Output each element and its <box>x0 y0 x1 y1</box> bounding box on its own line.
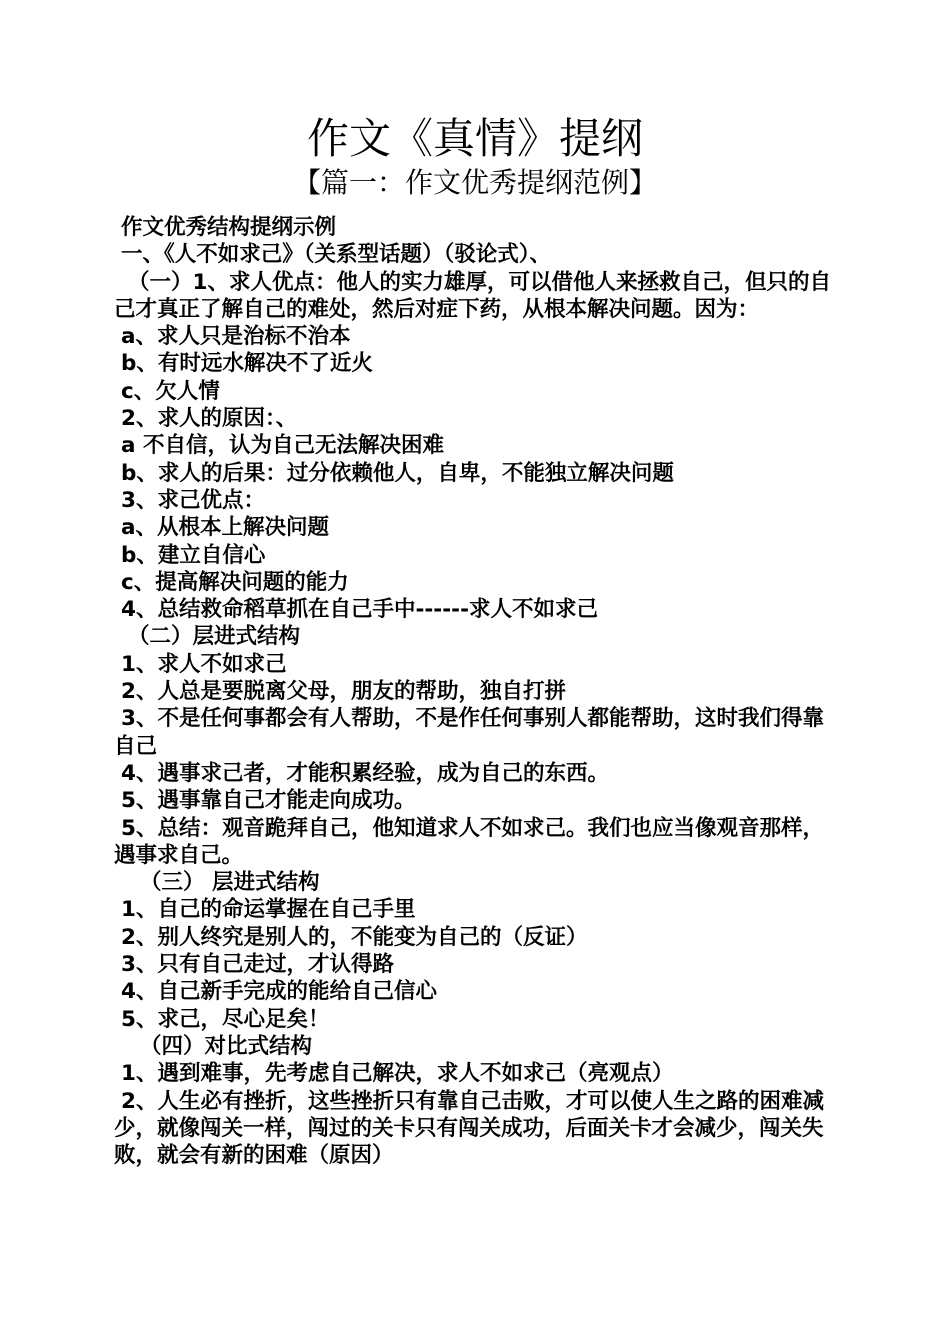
list-item: 5、遇事靠自己才能走向成功。 <box>121 788 416 814</box>
section-heading: 作文优秀结构提纲示例 <box>121 215 337 240</box>
document-body <box>114 214 836 1169</box>
list-item: 5、求己，尽心足矣！ <box>121 1006 330 1032</box>
list-item: 4、自己新手完成的能给自己信心 <box>121 979 437 1005</box>
subsection-heading: （三） 层进式结构 <box>140 870 320 896</box>
list-item: 1、求人不如求己 <box>121 651 287 677</box>
list-item: 3、不是任何事都会有人帮助，不是作任何事别人都能帮助，这时我们得靠自己 <box>114 706 824 759</box>
list-item: b、求人的后果：过分依赖他人，自卑，不能独立解决问题 <box>121 460 674 486</box>
list-item: c、提高解决问题的能力 <box>121 569 349 595</box>
list-item: 4、遇事求己者，才能积累经验，成为自己的东西。 <box>121 760 609 786</box>
paragraph: （一）1、求人优点：他人的实力雄厚，可以借他人来拯救自己，但只的自己才真正了解自己的难处，然后对症下药，从根本解决问题。因为： <box>114 269 831 322</box>
subsection-heading: （二）层进式结构 <box>128 624 301 650</box>
topic-heading: 一、《人不如求己》（关系型话题）（驳论式）、 <box>121 242 552 268</box>
list-item: b、有时远水解决不了近火 <box>121 351 373 377</box>
document-subtitle: 【篇一：作文优秀提纲范例】 <box>292 166 657 199</box>
list-item: a 不自信，认为自己无法解决困难 <box>121 433 444 459</box>
list-item: a、从根本上解决问题 <box>121 515 330 541</box>
list-item: b、建立自信心 <box>121 542 266 568</box>
list-item: 4、总结救命稻草抓在自己手中------求人不如求己 <box>121 597 599 623</box>
document-title: 作文《真情》提纲 <box>306 114 643 163</box>
list-item: 1、遇到难事，先考虑自己解决，求人不如求己（亮观点） <box>121 1061 674 1087</box>
list-item: 1、自己的命运掌握在自己手里 <box>121 897 416 923</box>
list-item: a、求人只是治标不治本 <box>121 324 351 350</box>
list-item: 2、别人终究是别人的，不能变为自己的（反证） <box>121 924 588 950</box>
subsection-heading: （四）对比式结构 <box>140 1033 313 1059</box>
list-item: 5、总结：观音跪拜自己，他知道求人不如求己。我们也应当像观音那样，遇事求自己。 <box>114 815 824 868</box>
list-item: 2、人生必有挫折，这些挫折只有靠自己击败，才可以使人生之路的困难减少，就像闯关一样，闯过的关卡只有闯关成功，后面关卡才会减少，闯关失败，就会有新的困难（原因） <box>114 1088 824 1169</box>
list-item: 2、人总是要脱离父母，朋友的帮助，独自打拼 <box>121 679 566 705</box>
list-item: 2、求人的原因：、 <box>121 406 298 432</box>
list-item: 3、求己优点： <box>121 487 265 513</box>
list-item: 3、只有自己走过，才认得路 <box>121 952 394 978</box>
list-item: c、欠人情 <box>121 378 220 404</box>
